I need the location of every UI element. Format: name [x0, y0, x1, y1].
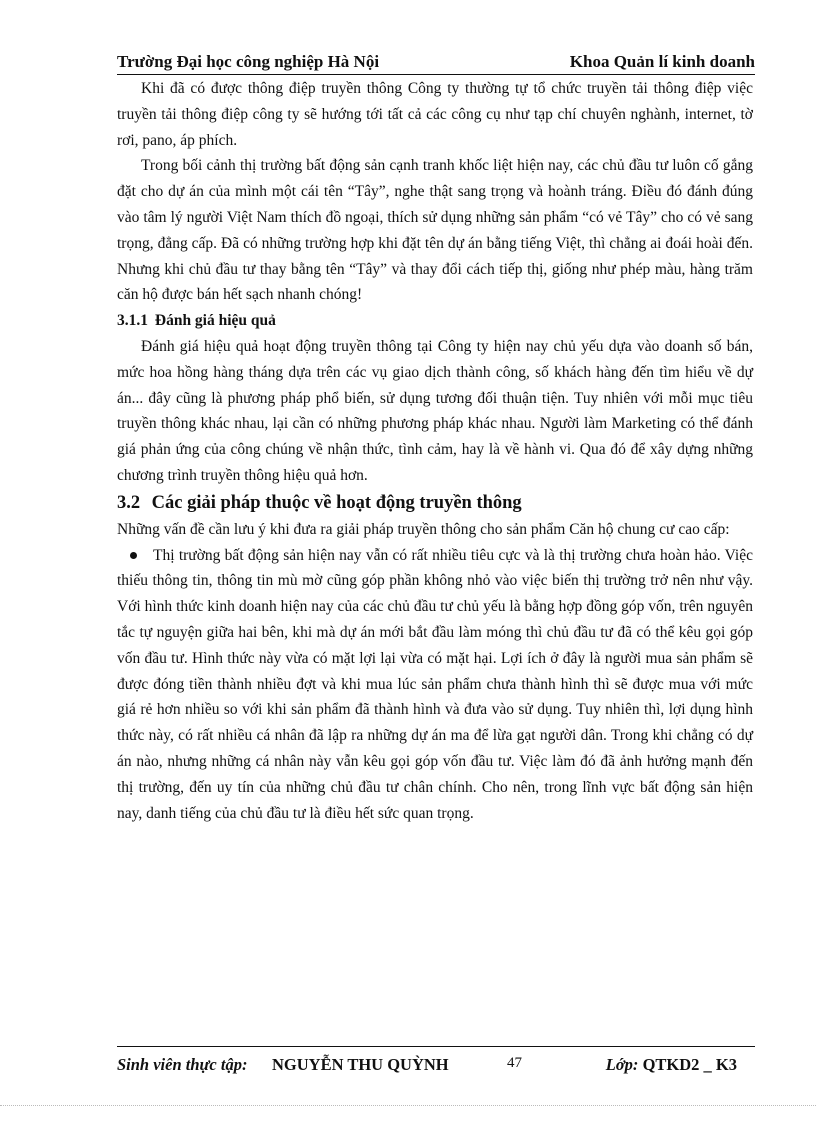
section-title: Các giải pháp thuộc về hoạt động truyền thông	[151, 492, 522, 513]
section-title: Đánh giá hiệu quả	[154, 312, 276, 330]
bullet-dot-icon	[130, 552, 137, 559]
footer-class-label: Lớp:	[605, 1055, 639, 1074]
paragraph-western-names: Trong bối cảnh thị trường bất động sản cạnh tranh khốc liệt hiện nay, các chủ đầu tư luôn cố gắng đặt cho dự án của mình một cái tên “Tây”, nghe thật sang trọng và hoành tráng. Điều đó đánh đúng vào tâm lý người Việt Nam thích đồ ngoại, thích sử dụng những sản phẩm “có vẻ Tây” cho có vẻ sang trọng, đẳng cấp. Đã có những trường hợp khi đặt tên dự án bằng tiếng Việt, thì chẳng ai đoái hoài đến. Nhưng khi chủ đầu tư thay bằng tên “Tây” và thay đổi cách tiếp thị, giống như phép màu, hàng trăm căn hộ được bán hết sạch nhanh chóng!	[117, 157, 753, 304]
section-number: 3.1.1	[117, 312, 148, 330]
page-footer	[117, 1046, 755, 1077]
page-number: 47	[507, 1055, 522, 1071]
page-body	[117, 76, 753, 826]
page-edge-divider	[0, 1105, 816, 1106]
page-header	[117, 52, 755, 75]
paragraph-notes-intro: Những vấn đề cần lưu ý khi đưa ra giải pháp truyền thông cho sản phẩm Căn hộ chung cư cao cấp:	[117, 520, 730, 538]
bullet-text: Thị trường bất động sản hiện nay vẫn có rất nhiều tiêu cực và là thị trường chưa hoàn hảo. Việc thiếu thông tin, thông tin mù mờ cũng góp phần không nhỏ vào việc biến thị trường trở nên như vậy. Với hình thức kinh doanh hiện nay của các chủ đầu tư chủ yếu là bằng hợp đồng góp vốn, trên nguyên tắc tự nguyện giữa hai bên, khi mà dự án mới bắt đầu làm móng thì chủ đầu tư đã có thể kêu gọi góp vốn đầu tư. Hình thức này vừa có mặt lợi lại vừa có mặt hại. Lợi ích ở đây là người mua sản phẩm sẽ được đóng tiền thành nhiều đợt và khi mua lúc sản phẩm chưa thành hình thì sẽ được mua với mức giá rẻ hơn nhiều so với khi sản phẩm đã thành hình và đưa vào sử dụng. Tuy nhiên thì, lợi dụng hình thức này, có rất nhiều cá nhân đã lập ra những dự án ma để lừa gạt người dân. Trong khi chẳng có dự án nào, nhưng những cá nhân này vẫn kêu gọi góp vốn đầu tư. Việc làm đó đã ảnh hưởng mạnh đến thị trường, đến uy tín của những chủ đầu tư chân chính. Cho nên, trong lĩnh vực bất động sản hiện nay, danh tiếng của chủ đầu tư là điều hết sức quan trọng.	[117, 546, 753, 822]
footer-class-value: QTKD2 _ K3	[642, 1055, 737, 1074]
section-heading-3-2	[117, 489, 753, 517]
paragraph-communication-channels: Khi đã có được thông điệp truyền thông Công ty thường tự tổ chức truyền tải thông điệp việc truyền tải thông điệp công ty sẽ hướng tới tất cả các công cụ như tạp chí chuyên nghành, internet, tờ rơi, pano, áp phích.	[117, 80, 753, 149]
section-heading-3-1-1	[117, 308, 753, 334]
bullet-item	[117, 543, 753, 827]
section-number: 3.2	[117, 492, 141, 513]
footer-student-name: NGUYỄN THU QUỲNH	[272, 1055, 449, 1074]
header-faculty: Khoa Quản lí kinh doanh	[569, 52, 755, 71]
paragraph-evaluation: Đánh giá hiệu quả hoạt động truyền thông tại Công ty hiện nay chủ yếu dựa vào doanh số bán, mức hoa hồng hàng tháng dựa trên các vụ giao dịch thành công, số khách hàng đến tìm hiểu về dự án... đây cũng là phương pháp phổ biến, sử dụng tương đối thuận tiện. Tuy nhiên với mỗi mục tiêu truyền thông khác nhau, lại cần có những phương pháp khác nhau. Người làm Marketing có thể đánh giá phản ứng của công chúng về nhận thức, tình cảm, hay là về hành vi. Qua đó để xây dựng những chương trình truyền thông hiệu quả hơn.	[117, 337, 753, 484]
footer-student-label: Sinh viên thực tập:	[117, 1055, 248, 1074]
header-school: Trường Đại học công nghiệp Hà Nội	[117, 52, 380, 71]
footer-class	[606, 1055, 737, 1075]
